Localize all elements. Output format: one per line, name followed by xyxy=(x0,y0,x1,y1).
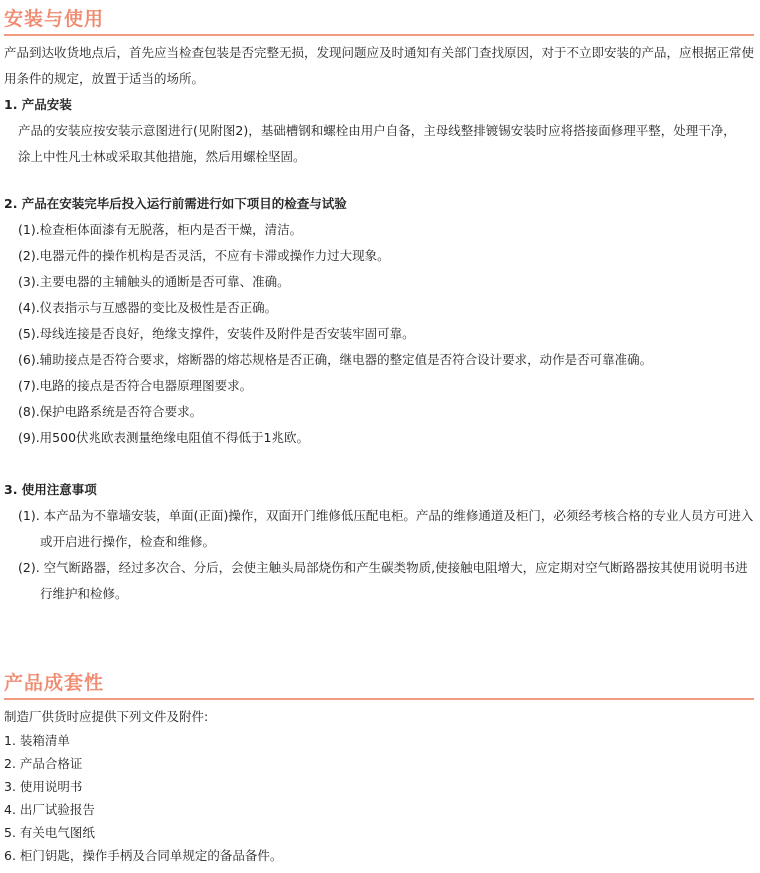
list-item: (6).辅助接点是否符合要求，熔断器的熔芯规格是否正确，继电器的整定值是否符合设计要求，动作是否可靠准确。 xyxy=(18,352,653,367)
heading-usage-notes: 3. 使用注意事项 xyxy=(4,482,97,497)
section-title-completeness: 产品成套性 xyxy=(4,672,105,694)
list-item: (8).保护电路系统是否符合要求。 xyxy=(18,404,203,419)
title-divider xyxy=(4,34,754,36)
list-item: (1).检查柜体面漆有无脱落，柜内是否干燥，清洁。 xyxy=(18,222,303,237)
list-item: (1). 本产品为不靠墙安装，单面(正面)操作，双面开门维修低压配电柜。产品的维修通道及柜门，必须经考核合格的专业人员方可进入或开启进行操作，检查和维修。 xyxy=(18,508,754,549)
list-item: 2. 产品合格证 xyxy=(4,756,83,771)
list-item: (2). 空气断路器，经过多次合、分后，会使主触头局部烧伤和产生碳类物质,使接触电阻增大，应定期对空气断路器按其使用说明书进行维护和检修。 xyxy=(18,560,748,601)
list-item: (5).母线连接是否良好，绝缘支撑件，安装件及附件是否安装牢固可靠。 xyxy=(18,326,415,341)
list-item: 3. 使用说明书 xyxy=(4,779,83,794)
title-divider xyxy=(4,698,754,700)
heading-install: 1. 产品安装 xyxy=(4,97,72,112)
intro-paragraph: 产品到达收货地点后，首先应当检查包装是否完整无损，发现问题应及时通知有关部门查找原因，对于不立即安装的产品，应根据正常使用条件的规定，放置于适当的场所。 xyxy=(4,45,755,86)
list-item: (2).电器元件的操作机构是否灵活，不应有卡滞或操作力过大现象。 xyxy=(18,248,390,263)
list-item: 4. 出厂试验报告 xyxy=(4,802,95,817)
list-item: 6. 柜门钥匙，操作手柄及合同单规定的备品备件。 xyxy=(4,848,283,863)
list-item: 5. 有关电气图纸 xyxy=(4,825,95,840)
list-item: (7).电路的接点是否符合电器原理图要求。 xyxy=(18,378,253,393)
list-item: (9).用500伏兆欧表测量绝缘电阻值不得低于1兆欧。 xyxy=(18,430,309,445)
list-item: (3).主要电器的主辅触头的通断是否可靠、准确。 xyxy=(18,274,290,289)
list-item: (4).仪表指示与互感器的变比及极性是否正确。 xyxy=(18,300,278,315)
completeness-intro: 制造厂供货时应提供下列文件及附件: xyxy=(4,709,209,724)
section-title-install: 安装与使用 xyxy=(4,8,105,30)
heading-inspection: 2. 产品在安装完毕后投入运行前需进行如下项目的检查与试验 xyxy=(4,196,347,211)
install-paragraph: 产品的安装应按安装示意图进行(见附图2)，基础槽钢和螺栓由用户自备，主母线整排镀锡安装时应将搭接面修理平整，处理干净，涂上中性凡士林或采取其他措施，然后用螺栓坚固。 xyxy=(18,123,736,164)
list-item: 1. 装箱清单 xyxy=(4,733,70,748)
